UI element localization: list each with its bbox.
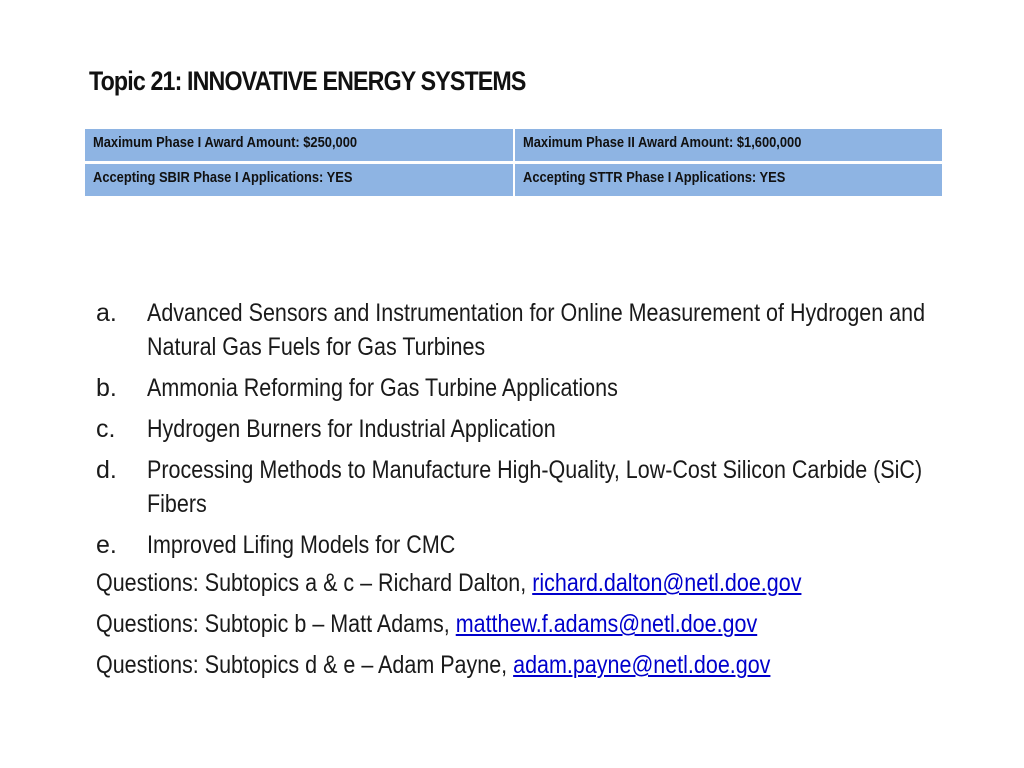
contact-line <box>96 607 916 641</box>
subtopic-text: Improved Lifing Models for CMC <box>147 531 456 559</box>
subtopic-text: Processing Methods to Manufacture High-Quality, Low-Cost Silicon Carbide (SiC) Fibers <box>147 456 923 518</box>
email-link-adam-payne[interactable]: adam.payne@netl.doe.gov <box>513 651 771 679</box>
table-cell-sbir: Accepting SBIR Phase I Applications: YES <box>85 164 515 199</box>
contact-line <box>96 566 916 600</box>
contact-prefix: Questions: Subtopics d & e – Adam Payne, <box>96 651 514 679</box>
list-marker: b. <box>96 374 117 402</box>
list-item <box>96 528 976 562</box>
list-item <box>96 412 976 446</box>
table-cell-phase1-award: Maximum Phase I Award Amount: $250,000 <box>85 129 515 164</box>
list-item <box>96 371 976 405</box>
list-marker: e. <box>96 531 117 559</box>
contact-prefix: Questions: Subtopic b – Matt Adams, <box>96 610 456 638</box>
contact-text <box>96 607 757 641</box>
list-marker: c. <box>96 415 116 443</box>
email-link-matt-adams[interactable]: matthew.f.adams@netl.doe.gov <box>455 610 758 638</box>
email-link-richard-dalton[interactable]: richard.dalton@netl.doe.gov <box>532 569 802 597</box>
page-title: Topic 21: INNOVATIVE ENERGY SYSTEMS <box>89 66 526 96</box>
list-marker: a. <box>96 299 117 327</box>
award-table <box>85 129 942 199</box>
subtopic-text: Advanced Sensors and Instrumentation for Online Measurement of Hydrogen and Natural Gas Fuels for Gas Turbines <box>147 299 926 361</box>
contact-prefix: Questions: Subtopics a & c – Richard Dalton, <box>96 569 533 597</box>
subtopic-list <box>96 296 976 569</box>
contact-line <box>96 648 916 682</box>
table-cell-phase2-award: Maximum Phase II Award Amount: $1,600,000 <box>515 129 942 164</box>
table-row <box>85 164 942 199</box>
list-marker: d. <box>96 456 117 484</box>
subtopic-text: Hydrogen Burners for Industrial Application <box>147 415 556 443</box>
table-row <box>85 129 942 164</box>
contact-text <box>96 648 770 682</box>
contact-text <box>96 566 801 600</box>
subtopic-text: Ammonia Reforming for Gas Turbine Applications <box>147 374 618 402</box>
list-item <box>96 453 976 521</box>
contacts-block <box>96 566 916 689</box>
list-item <box>96 296 976 364</box>
table-cell-sttr: Accepting STTR Phase I Applications: YES <box>515 164 942 199</box>
